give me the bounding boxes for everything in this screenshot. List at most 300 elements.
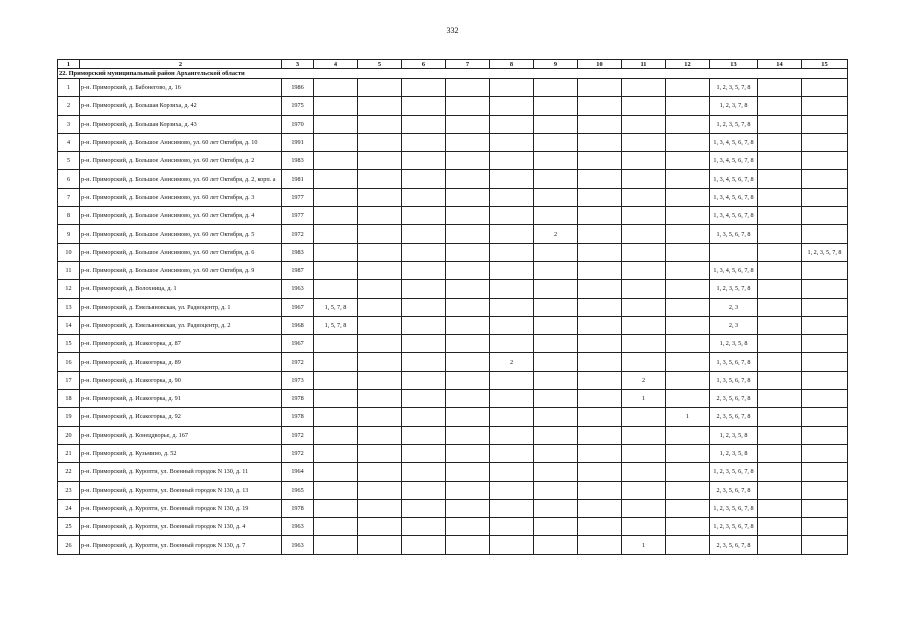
col-7-cell [446, 371, 490, 389]
table-row [58, 133, 848, 151]
row-number-cell: 3 [58, 115, 80, 133]
col-11-cell: 1 [622, 390, 666, 408]
col-6-cell [402, 316, 446, 334]
col-6-cell [402, 152, 446, 170]
col-10-cell [578, 518, 622, 536]
col-9-cell [534, 444, 578, 462]
col-6-cell [402, 390, 446, 408]
col-8-cell [490, 97, 534, 115]
address-cell: р-н. Приморский, д. Большое Анисимово, ул. 60 лет Октября, д. 2 [80, 152, 282, 170]
row-number-cell: 17 [58, 371, 80, 389]
col-8-cell [490, 426, 534, 444]
col-7-cell [446, 536, 490, 554]
col-7-cell [446, 316, 490, 334]
col-11-cell [622, 79, 666, 97]
col-4-cell [314, 408, 358, 426]
address-cell: р-н. Приморский, д. Исакогорка, д. 87 [80, 335, 282, 353]
col-15-cell [802, 371, 848, 389]
col-13-cell: 1, 2, 3, 5, 7, 8 [710, 115, 758, 133]
col-15-cell [802, 79, 848, 97]
col-12-cell [666, 353, 710, 371]
row-number-cell: 26 [58, 536, 80, 554]
col-12-cell [666, 207, 710, 225]
table-row [58, 463, 848, 481]
col-12-cell [666, 390, 710, 408]
col-11-cell [622, 207, 666, 225]
col-8-cell [490, 518, 534, 536]
col-15-cell [802, 170, 848, 188]
table-row [58, 408, 848, 426]
column-header-5: 5 [358, 60, 402, 69]
address-cell: р-н. Приморский, д. Волохница, д. 1 [80, 280, 282, 298]
col-14-cell [758, 225, 802, 243]
col-7-cell [446, 188, 490, 206]
col-15-cell [802, 518, 848, 536]
col-4-cell [314, 261, 358, 279]
year-built-cell: 1968 [282, 316, 314, 334]
col-12-cell [666, 97, 710, 115]
col-11-cell [622, 481, 666, 499]
table-row [58, 426, 848, 444]
col-6-cell [402, 408, 446, 426]
col-7-cell [446, 170, 490, 188]
col-11-cell: 1 [622, 536, 666, 554]
row-number-cell: 14 [58, 316, 80, 334]
col-15-cell [802, 225, 848, 243]
col-7-cell [446, 225, 490, 243]
col-4-cell [314, 152, 358, 170]
col-10-cell [578, 353, 622, 371]
col-12-cell [666, 243, 710, 261]
col-5-cell [358, 518, 402, 536]
col-13-cell: 1, 2, 3, 7, 8 [710, 97, 758, 115]
col-7-cell [446, 280, 490, 298]
table-row [58, 280, 848, 298]
table-row [58, 298, 848, 316]
col-6-cell [402, 170, 446, 188]
col-12-cell [666, 536, 710, 554]
col-10-cell [578, 79, 622, 97]
year-built-cell: 1977 [282, 207, 314, 225]
col-12-cell [666, 316, 710, 334]
address-cell: р-н. Приморский, д. Большое Анисимово, ул. 60 лет Октября, д. 4 [80, 207, 282, 225]
col-5-cell [358, 426, 402, 444]
row-number-cell: 21 [58, 444, 80, 462]
col-12-cell [666, 225, 710, 243]
col-10-cell [578, 444, 622, 462]
col-5-cell [358, 316, 402, 334]
col-14-cell [758, 280, 802, 298]
address-cell: р-н. Приморский, д. Емельяновская, ул. Радиоцентр, д. 1 [80, 298, 282, 316]
col-9-cell [534, 133, 578, 151]
col-14-cell [758, 481, 802, 499]
col-5-cell [358, 188, 402, 206]
col-4-cell [314, 481, 358, 499]
col-14-cell [758, 207, 802, 225]
table-row [58, 536, 848, 554]
col-13-cell: 2, 3, 5, 6, 7, 8 [710, 390, 758, 408]
year-built-cell: 1978 [282, 390, 314, 408]
col-9-cell [534, 536, 578, 554]
col-6-cell [402, 426, 446, 444]
col-8-cell [490, 316, 534, 334]
col-6-cell [402, 115, 446, 133]
address-cell: р-н. Приморский, д. Исакогорка, д. 92 [80, 408, 282, 426]
col-5-cell [358, 170, 402, 188]
col-6-cell [402, 444, 446, 462]
col-13-cell: 1, 3, 5, 6, 7, 8 [710, 225, 758, 243]
col-10-cell [578, 152, 622, 170]
col-13-cell: 2, 3 [710, 298, 758, 316]
col-7-cell [446, 298, 490, 316]
row-number-cell: 7 [58, 188, 80, 206]
col-15-cell [802, 408, 848, 426]
col-13-cell: 1, 2, 3, 5, 8 [710, 426, 758, 444]
col-10-cell [578, 170, 622, 188]
col-13-cell: 1, 3, 4, 5, 6, 7, 8 [710, 207, 758, 225]
col-6-cell [402, 243, 446, 261]
col-5-cell [358, 152, 402, 170]
col-6-cell [402, 225, 446, 243]
column-header-9: 9 [534, 60, 578, 69]
column-header-10: 10 [578, 60, 622, 69]
column-header-6: 6 [402, 60, 446, 69]
col-5-cell [358, 371, 402, 389]
row-number-cell: 9 [58, 225, 80, 243]
col-9-cell [534, 371, 578, 389]
address-cell: р-н. Приморский, д. Исакогорка, д. 89 [80, 353, 282, 371]
col-8-cell [490, 298, 534, 316]
row-number-cell: 13 [58, 298, 80, 316]
col-6-cell [402, 133, 446, 151]
col-9-cell [534, 152, 578, 170]
col-12-cell [666, 298, 710, 316]
col-14-cell [758, 426, 802, 444]
col-11-cell [622, 115, 666, 133]
col-14-cell [758, 518, 802, 536]
col-15-cell [802, 353, 848, 371]
col-10-cell [578, 207, 622, 225]
col-8-cell: 2 [490, 353, 534, 371]
address-cell: р-н. Приморский, д. Большая Корзиха, д. 43 [80, 115, 282, 133]
col-11-cell [622, 97, 666, 115]
col-8-cell [490, 261, 534, 279]
col-4-cell [314, 390, 358, 408]
col-5-cell [358, 243, 402, 261]
col-14-cell [758, 408, 802, 426]
col-8-cell [490, 444, 534, 462]
table-row [58, 444, 848, 462]
col-5-cell [358, 353, 402, 371]
table-row [58, 170, 848, 188]
col-9-cell [534, 316, 578, 334]
col-12-cell [666, 133, 710, 151]
table-row [58, 261, 848, 279]
address-cell: р-н. Приморский, д. Куропти, ул. Военный городок N 130, д. 11 [80, 463, 282, 481]
col-8-cell [490, 152, 534, 170]
col-7-cell [446, 79, 490, 97]
col-11-cell [622, 133, 666, 151]
col-8-cell [490, 481, 534, 499]
address-cell: р-н. Приморский, д. Большое Анисимово, ул. 60 лет Октября, д. 5 [80, 225, 282, 243]
year-built-cell: 1987 [282, 261, 314, 279]
col-9-cell [534, 188, 578, 206]
col-7-cell [446, 353, 490, 371]
col-4-cell [314, 115, 358, 133]
col-15-cell [802, 298, 848, 316]
address-cell: р-н. Приморский, д. Большая Корзиха, д. 42 [80, 97, 282, 115]
col-7-cell [446, 115, 490, 133]
col-13-cell: 2, 3, 5, 6, 7, 8 [710, 481, 758, 499]
col-9-cell [534, 207, 578, 225]
col-5-cell [358, 79, 402, 97]
address-cell: р-н. Приморский, д. Большое Анисимово, ул. 60 лет Октября, д. 10 [80, 133, 282, 151]
col-14-cell [758, 335, 802, 353]
col-8-cell [490, 536, 534, 554]
col-10-cell [578, 390, 622, 408]
col-11-cell [622, 188, 666, 206]
col-4-cell [314, 280, 358, 298]
col-6-cell [402, 536, 446, 554]
col-14-cell [758, 115, 802, 133]
col-14-cell [758, 316, 802, 334]
table-row [58, 225, 848, 243]
col-15-cell [802, 280, 848, 298]
column-header-1: 1 [58, 60, 80, 69]
col-5-cell [358, 408, 402, 426]
region-row [58, 69, 848, 79]
col-11-cell [622, 518, 666, 536]
col-11-cell [622, 298, 666, 316]
col-12-cell [666, 499, 710, 517]
col-6-cell [402, 499, 446, 517]
col-8-cell [490, 207, 534, 225]
col-15-cell [802, 463, 848, 481]
address-cell: р-н. Приморский, д. Куропти, ул. Военный городок N 130, д. 13 [80, 481, 282, 499]
col-13-cell: 2, 3 [710, 316, 758, 334]
col-11-cell [622, 353, 666, 371]
col-6-cell [402, 353, 446, 371]
column-header-15: 15 [802, 60, 848, 69]
col-14-cell [758, 188, 802, 206]
col-15-cell [802, 335, 848, 353]
col-4-cell [314, 225, 358, 243]
col-11-cell [622, 408, 666, 426]
row-number-cell: 20 [58, 426, 80, 444]
col-5-cell [358, 335, 402, 353]
row-number-cell: 22 [58, 463, 80, 481]
col-6-cell [402, 261, 446, 279]
year-built-cell: 1972 [282, 444, 314, 462]
year-built-cell: 1972 [282, 426, 314, 444]
col-11-cell [622, 444, 666, 462]
year-built-cell: 1963 [282, 280, 314, 298]
year-built-cell: 1963 [282, 518, 314, 536]
col-13-cell: 1, 3, 4, 5, 6, 7, 8 [710, 170, 758, 188]
address-cell: р-н. Приморский, д. Бабонегово, д. 16 [80, 79, 282, 97]
col-4-cell [314, 335, 358, 353]
col-9-cell [534, 499, 578, 517]
row-number-cell: 16 [58, 353, 80, 371]
col-9-cell [534, 408, 578, 426]
col-10-cell [578, 115, 622, 133]
col-12-cell [666, 371, 710, 389]
row-number-cell: 4 [58, 133, 80, 151]
col-9-cell [534, 115, 578, 133]
col-5-cell [358, 133, 402, 151]
col-15-cell [802, 390, 848, 408]
col-13-cell: 1, 2, 3, 5, 6, 7, 8 [710, 499, 758, 517]
region-title: 22. Приморский муниципальный район Архангельской области [58, 69, 848, 79]
row-number-cell: 18 [58, 390, 80, 408]
col-9-cell [534, 261, 578, 279]
col-8-cell [490, 463, 534, 481]
col-6-cell [402, 518, 446, 536]
col-5-cell [358, 225, 402, 243]
col-5-cell [358, 115, 402, 133]
col-10-cell [578, 426, 622, 444]
col-15-cell [802, 536, 848, 554]
col-11-cell [622, 225, 666, 243]
col-5-cell [358, 390, 402, 408]
col-8-cell [490, 225, 534, 243]
col-8-cell [490, 115, 534, 133]
col-7-cell [446, 408, 490, 426]
col-11-cell [622, 261, 666, 279]
row-number-cell: 5 [58, 152, 80, 170]
col-13-cell: 1, 2, 3, 5, 8 [710, 335, 758, 353]
col-7-cell [446, 133, 490, 151]
col-7-cell [446, 152, 490, 170]
col-12-cell [666, 426, 710, 444]
col-13-cell [710, 243, 758, 261]
col-13-cell: 1, 3, 4, 5, 6, 7, 8 [710, 133, 758, 151]
col-4-cell [314, 97, 358, 115]
col-10-cell [578, 335, 622, 353]
col-9-cell [534, 463, 578, 481]
col-15-cell: 1, 2, 3, 5, 7, 8 [802, 243, 848, 261]
col-5-cell [358, 536, 402, 554]
col-5-cell [358, 481, 402, 499]
col-8-cell [490, 243, 534, 261]
col-6-cell [402, 280, 446, 298]
table-row [58, 152, 848, 170]
col-7-cell [446, 426, 490, 444]
address-cell: р-н. Приморский, д. Куропти, ул. Военный городок N 130, д. 7 [80, 536, 282, 554]
col-10-cell [578, 225, 622, 243]
col-14-cell [758, 390, 802, 408]
row-number-cell: 10 [58, 243, 80, 261]
col-7-cell [446, 335, 490, 353]
column-header-7: 7 [446, 60, 490, 69]
col-4-cell [314, 353, 358, 371]
col-6-cell [402, 97, 446, 115]
col-6-cell [402, 79, 446, 97]
year-built-cell: 1973 [282, 371, 314, 389]
col-9-cell: 2 [534, 225, 578, 243]
col-8-cell [490, 133, 534, 151]
col-6-cell [402, 463, 446, 481]
register-table [57, 59, 848, 555]
col-9-cell [534, 390, 578, 408]
col-6-cell [402, 335, 446, 353]
col-5-cell [358, 280, 402, 298]
address-cell: р-н. Приморский, д. Большое Анисимово, ул. 60 лет Октября, д. 9 [80, 261, 282, 279]
col-14-cell [758, 298, 802, 316]
col-12-cell [666, 444, 710, 462]
address-cell: р-н. Приморский, д. Кузьмино, д. 52 [80, 444, 282, 462]
col-12-cell [666, 481, 710, 499]
col-6-cell [402, 188, 446, 206]
col-5-cell [358, 463, 402, 481]
row-number-cell: 1 [58, 79, 80, 97]
col-7-cell [446, 463, 490, 481]
col-5-cell [358, 499, 402, 517]
col-11-cell [622, 170, 666, 188]
address-cell: р-н. Приморский, д. Куропти, ул. Военный городок N 130, д. 19 [80, 499, 282, 517]
column-header-14: 14 [758, 60, 802, 69]
col-4-cell [314, 426, 358, 444]
table-row [58, 188, 848, 206]
row-number-cell: 6 [58, 170, 80, 188]
row-number-cell: 23 [58, 481, 80, 499]
year-built-cell: 1983 [282, 152, 314, 170]
col-4-cell [314, 444, 358, 462]
col-12-cell [666, 335, 710, 353]
col-10-cell [578, 243, 622, 261]
col-14-cell [758, 444, 802, 462]
column-header-12: 12 [666, 60, 710, 69]
col-10-cell [578, 536, 622, 554]
col-9-cell [534, 280, 578, 298]
year-built-cell: 1972 [282, 353, 314, 371]
col-4-cell [314, 207, 358, 225]
col-4-cell [314, 170, 358, 188]
col-8-cell [490, 408, 534, 426]
col-6-cell [402, 298, 446, 316]
col-15-cell [802, 207, 848, 225]
row-number-cell: 8 [58, 207, 80, 225]
col-13-cell: 1, 2, 3, 5, 6, 7, 8 [710, 463, 758, 481]
row-number-cell: 11 [58, 261, 80, 279]
year-built-cell: 1967 [282, 298, 314, 316]
col-5-cell [358, 444, 402, 462]
col-9-cell [534, 481, 578, 499]
address-cell: р-н. Приморский, д. Большое Анисимово, ул. 60 лет Октября, д. 6 [80, 243, 282, 261]
col-9-cell [534, 170, 578, 188]
col-13-cell: 1, 2, 3, 5, 6, 7, 8 [710, 518, 758, 536]
col-9-cell [534, 426, 578, 444]
col-5-cell [358, 97, 402, 115]
year-built-cell: 1983 [282, 243, 314, 261]
col-6-cell [402, 371, 446, 389]
col-13-cell: 1, 2, 3, 5, 7, 8 [710, 280, 758, 298]
col-12-cell [666, 463, 710, 481]
col-11-cell [622, 463, 666, 481]
col-13-cell: 1, 3, 5, 6, 7, 8 [710, 371, 758, 389]
col-13-cell: 1, 3, 4, 5, 6, 7, 8 [710, 188, 758, 206]
column-header-11: 11 [622, 60, 666, 69]
col-10-cell [578, 261, 622, 279]
year-built-cell: 1963 [282, 536, 314, 554]
col-9-cell [534, 298, 578, 316]
col-12-cell [666, 280, 710, 298]
table-row [58, 390, 848, 408]
col-14-cell [758, 261, 802, 279]
col-11-cell [622, 316, 666, 334]
column-header-13: 13 [710, 60, 758, 69]
column-header-8: 8 [490, 60, 534, 69]
